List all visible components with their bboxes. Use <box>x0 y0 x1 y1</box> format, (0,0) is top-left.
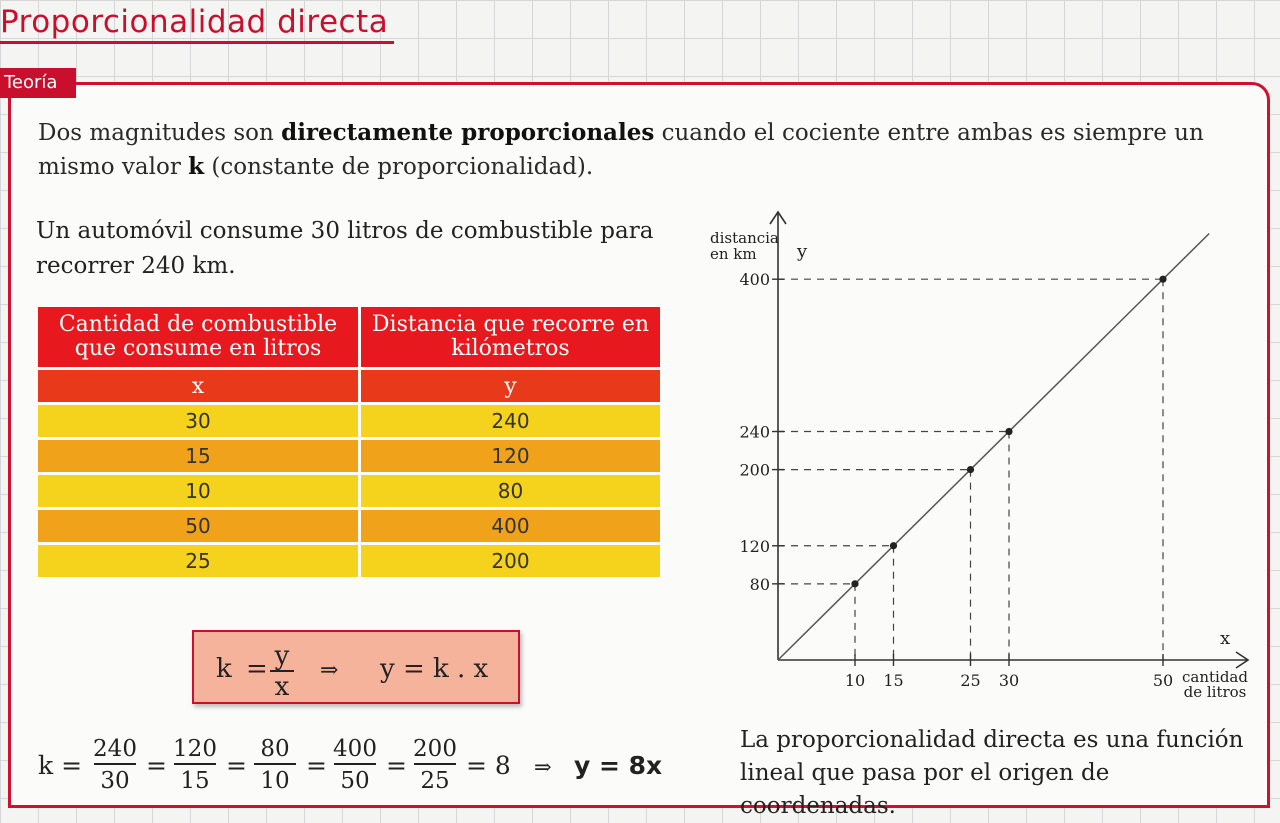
proportional-line <box>778 234 1209 660</box>
table-variable-row <box>38 370 660 402</box>
x-axis-label: cantidad <box>1182 668 1248 686</box>
implies-symbol: ⇒ <box>534 755 552 779</box>
definition-bold-term: directamente proporcionales <box>281 119 655 146</box>
calc-denominator: 25 <box>420 768 450 794</box>
x-tick-label: 50 <box>1152 671 1174 690</box>
formula-box <box>192 630 520 704</box>
table-row <box>38 405 660 437</box>
calc-lead: k = <box>38 751 83 780</box>
y-tick-label: 80 <box>749 574 770 594</box>
y-tick-label: 240 <box>739 422 770 442</box>
x-axis-label: de litros <box>1183 683 1247 701</box>
x-tick-label: 10 <box>844 671 866 690</box>
definition-text <box>38 116 1238 184</box>
table-cell-y: 400 <box>361 510 660 542</box>
calc-numerator: 200 <box>413 736 457 762</box>
table-cell-x: 15 <box>38 440 358 472</box>
table-cell-y: 240 <box>361 405 660 437</box>
calc-equals: = <box>306 751 327 780</box>
k-calculation <box>38 728 698 798</box>
formula-numerator: y <box>274 641 290 671</box>
calc-denominator: 50 <box>340 768 370 794</box>
proportionality-graph <box>700 206 1260 706</box>
table-row <box>38 545 660 577</box>
data-point <box>1159 276 1166 283</box>
data-point <box>890 542 897 549</box>
proportion-table <box>35 304 663 580</box>
implies-symbol: ⇒ <box>320 658 339 683</box>
x-axis-letter: x <box>1220 628 1231 649</box>
calc-numerator: 240 <box>93 736 137 762</box>
formula-denominator: x <box>274 672 290 702</box>
table-cell-x: 30 <box>38 405 358 437</box>
caption-text: La proporcionalidad directa es una función lineal que pasa por el origen de coordenadas. <box>740 727 1244 819</box>
y-tick-label: 200 <box>739 460 770 480</box>
calc-equals: = <box>226 751 247 780</box>
page-title: Proporcionalidad directa <box>0 4 394 44</box>
data-point <box>1005 428 1012 435</box>
definition-part: cuando el cociente entre ambas es siempre un mismo valor <box>38 120 1204 180</box>
table-row <box>38 475 660 507</box>
formula-result: y = k . x <box>380 654 489 684</box>
calc-tail: = 8 <box>466 751 511 780</box>
calc-equals: = <box>146 751 167 780</box>
table-row <box>38 510 660 542</box>
calc-denominator: 10 <box>260 768 290 794</box>
y-tick-label: 120 <box>739 536 770 556</box>
data-point <box>967 466 974 473</box>
y-axis-letter: y <box>797 241 808 262</box>
calc-result: y = 8x <box>574 751 663 780</box>
table-cell-y: 80 <box>361 475 660 507</box>
calc-denominator: 30 <box>100 768 130 794</box>
calc-equals: = <box>386 751 407 780</box>
calc-numerator: 80 <box>260 736 290 762</box>
table-cell-y: 120 <box>361 440 660 472</box>
table-cell-x: 10 <box>38 475 358 507</box>
calc-numerator: 120 <box>173 736 217 762</box>
table-header-y: Distancia que recorre en kilómetros <box>361 307 660 367</box>
definition-part: (constante de proporcionalidad). <box>204 154 594 180</box>
table-variable-y: y <box>361 370 660 402</box>
calc-numerator: 400 <box>333 736 377 762</box>
example-statement: Un automóvil consume 30 litros de combustible para recorrer 240 km. <box>36 218 654 279</box>
definition-bold-k: k <box>188 153 205 180</box>
formula-svg <box>194 632 518 702</box>
y-tick-label: 400 <box>739 270 770 290</box>
x-tick-label: 15 <box>883 671 904 690</box>
table-cell-x: 50 <box>38 510 358 542</box>
table-header-x: Cantidad de combustible que consume en litros <box>38 307 358 367</box>
calc-denominator: 15 <box>180 768 210 794</box>
formula-equals: = <box>246 654 268 684</box>
y-axis-label: en km <box>710 245 757 263</box>
x-tick-label: 25 <box>960 671 981 690</box>
data-point <box>851 580 858 587</box>
table-cell-x: 25 <box>38 545 358 577</box>
table-row <box>38 440 660 472</box>
table-cell-y: 200 <box>361 545 660 577</box>
y-axis-label: distancia <box>710 229 779 247</box>
formula-k: k <box>216 654 232 684</box>
section-tag: Teoría <box>0 68 76 98</box>
x-tick-label: 30 <box>998 671 1020 690</box>
definition-part: Dos magnitudes son <box>38 120 282 146</box>
table-variable-x: x <box>38 370 358 402</box>
